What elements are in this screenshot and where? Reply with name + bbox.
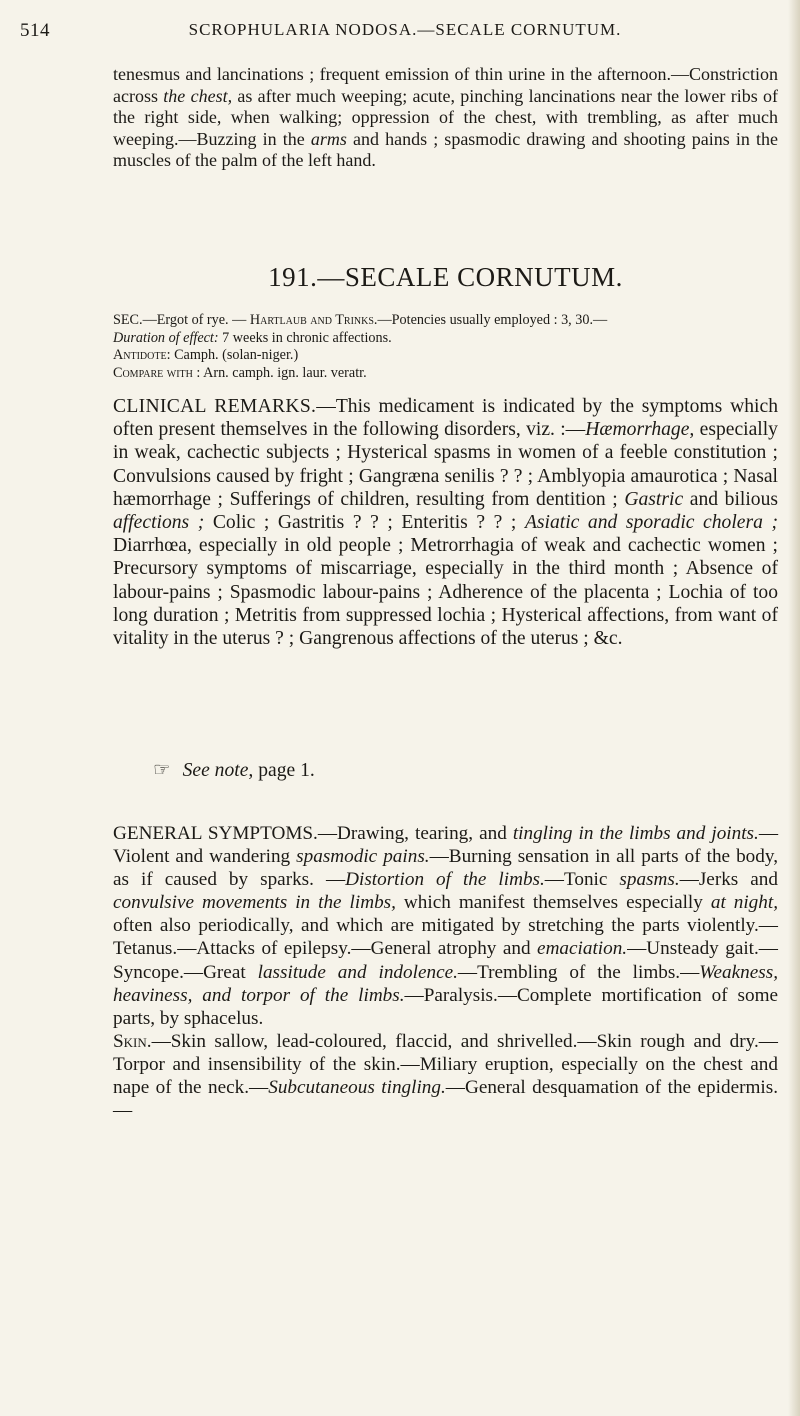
section-heading: 191.—SECALE CORNUTUM. — [268, 262, 623, 292]
pointing-hand-icon: ☞ — [153, 760, 171, 781]
general-symptoms-heading: GENERAL SYMPTOMS. — [113, 823, 318, 844]
clinical-remarks: CLINICAL REMARKS.—This medicament is indicated by the symptoms which often present themselves in the following disorders, viz. :—Hæmorrhage, especially in weak, cachectic subjects ; Hysterical spasms in women of a feeble constitution ; Convulsions caused by fright ; Gangræna senilis ? ? ; Amblyopia amaurotica ; Nasal hæmorrhage ; Sufferings of children, resulting from dentition ; Gastric and bilious affections ; Colic ; Gastritis ? ? ; Enteritis ? ? ; Asiatic and sporadic cholera ; Diarrhœa, especially in old people ; Metrorrhagia of weak and cachectic women ; Precursory symptoms of miscarriage, especially in the third month ; Absence of labour-pains ; Spasmodic labour-pains ; Adherence of the placenta ; Lochia of too long duration ; Metritis from suppressed lochia ; Hysterical affections, from want of vitality in the uterus ? ; Gangrenous affections of the uterus ; &c. — [113, 396, 779, 650]
page-edge-shadow — [788, 0, 800, 1416]
running-title: SCROPHULARIA NODOSA.—SECALE CORNUTUM. — [188, 20, 622, 39]
see-note: ☞ See note, page 1. — [153, 760, 315, 781]
clinical-remarks-heading: CLINICAL REMARKS. — [113, 396, 317, 417]
intro-paragraph: tenesmus and lancinations ; frequent emission of thin urine in the afternoon.—Constriction across the chest, as after much weeping; acute, pinching lancinations near the lower ribs of the right side, when walking; oppression of the chest, with trembling, as after much weeping.—Buzzing in the arms and hands ; spasmodic drawing and shooting pains in the muscles of the palm of the left hand. — [113, 64, 779, 170]
running-head — [20, 20, 760, 40]
skin-heading: Skin. — [113, 1030, 152, 1052]
page-number: 514 — [20, 20, 50, 41]
general-symptoms: GENERAL SYMPTOMS.—Drawing, tearing, and tingling in the limbs and joints.—Violent and wandering spasmodic pains.—Burning sensation in all parts of the body, as if caused by sparks. —Distortion of the limbs.—Tonic spasms.—Jerks and convulsive movements in the limbs, which manifest themselves especially at night, often also periodically, and which are mitigated by stretching the parts violently.—Tetanus.—Attacks of epilepsy.—General atrophy and emaciation.—Unsteady gait.—Syncope.—Great lassitude and indolence.—Trembling of the limbs.—Weakness, heaviness, and torpor of the limbs.—Paralysis.—Complete mortification of some parts, by sphacelus. Skin.—Skin sallow, lead-coloured, flaccid, and shrivelled.—Skin rough and dry.—Torpor and insensibility of the skin.—Miliary eruption, especially on the chest and nape of the neck.—Subcutaneous tingling.—General desquamation of the epidermis.— — [113, 823, 779, 1122]
remedy-meta: SEC.—Ergot of rye. — Hartlaub and Trinks.—Potencies usually employed : 3, 30.— Duration of effect: 7 weeks in chronic affections. Antidote: Camph. (solan-niger.) Compare with : Arn. camph. ign. laur. veratr. — [113, 312, 608, 381]
